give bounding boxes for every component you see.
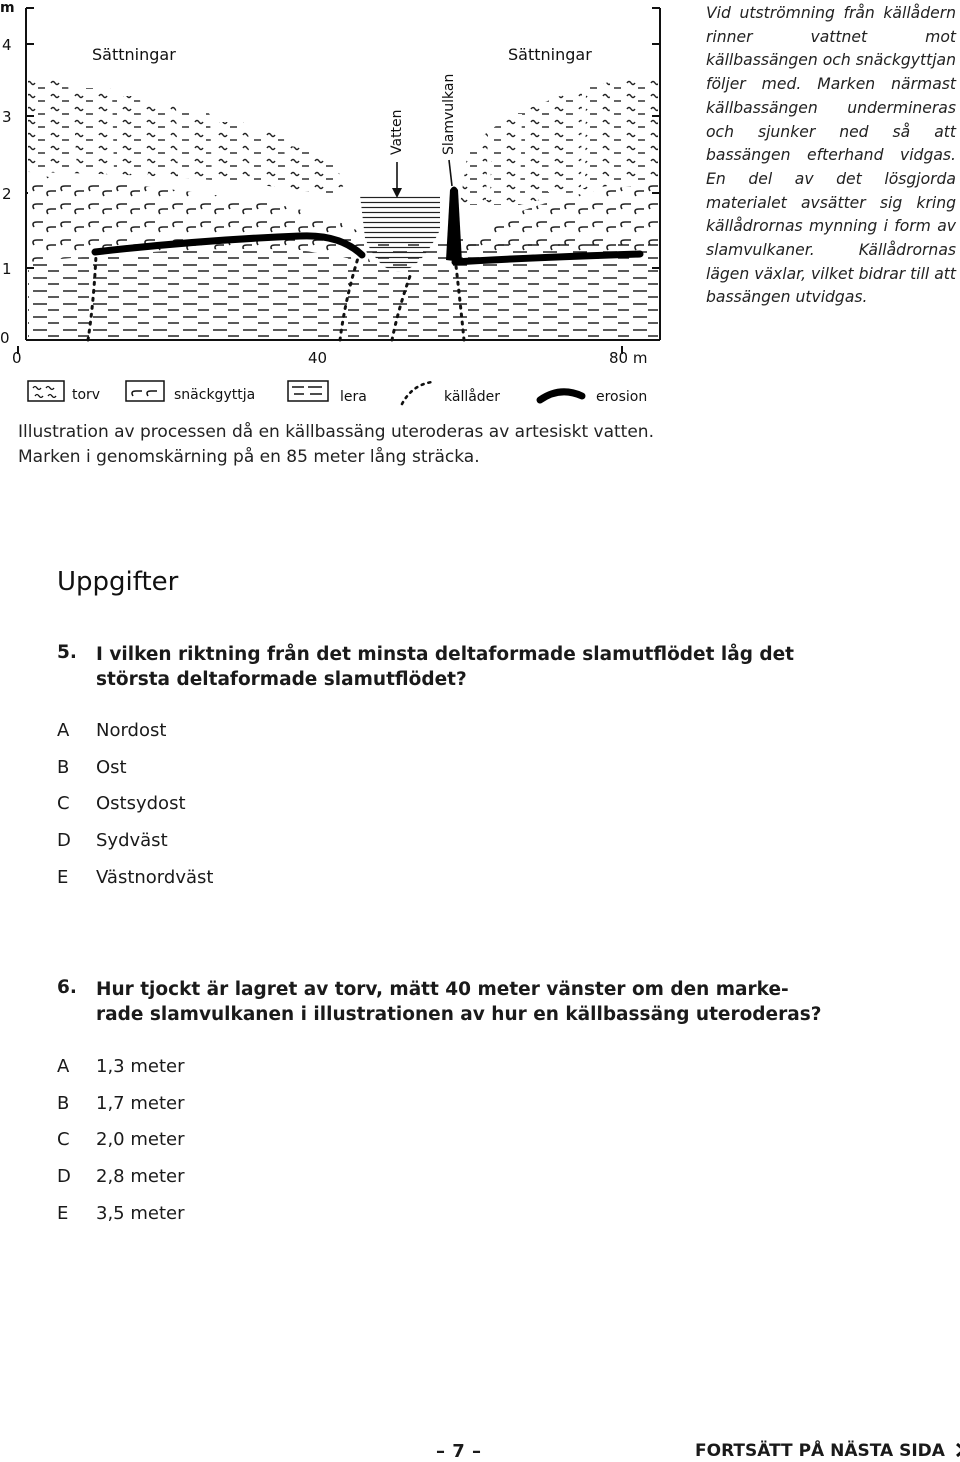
option-text: 1,7 meter xyxy=(96,1093,185,1114)
y-tick-label: 0 xyxy=(0,329,10,347)
page-number: – 7 – xyxy=(436,1441,482,1462)
cross-section-figure xyxy=(0,0,700,410)
peat-layer-left xyxy=(28,72,345,195)
option-text: Västnordväst xyxy=(96,867,214,888)
legend-label: torv xyxy=(72,387,101,403)
option-text: Ostsydost xyxy=(96,793,186,814)
mud-volcano xyxy=(446,187,462,263)
legend xyxy=(28,381,647,405)
question-text-line: I vilken riktning från det minsta deltaformade slamutflödet låg det xyxy=(96,644,795,665)
side-note-text: Vid utströmning från källådern rinner vattnet mot källbassängen och snäckgyttjan följer med. Marken närmast källbassängen undermineras och sjunker ned så att bassängen efterhand vidgas. En del av det lösgjorda materialet avsätter sig kring källådrornas mynning i form av slamvulkaner. Källådrornas lägen växlar, vilket bidrar till att bassängen utvidgas. xyxy=(706,4,956,307)
option-text: 2,8 meter xyxy=(96,1166,185,1187)
clay-symbol-icon xyxy=(288,381,328,401)
option-letter: C xyxy=(57,1129,70,1150)
y-unit-label: m xyxy=(0,0,15,16)
legend-label: erosion xyxy=(596,389,648,405)
y-tick-label: 2 xyxy=(2,185,12,203)
y-tick-label: 4 xyxy=(2,36,12,54)
option-letter: A xyxy=(57,1056,70,1077)
double-chevron-right-icon xyxy=(955,1443,960,1457)
figure-caption xyxy=(18,420,698,469)
continue-label: FORTSÄTT PÅ NÄSTA SIDA xyxy=(695,1441,945,1461)
legend-label: snäckgyttja xyxy=(174,387,256,403)
settlement-label-left: Sättningar xyxy=(92,45,176,64)
option-text: Nordost xyxy=(96,720,167,741)
mud-volcano-label: Slamvulkan xyxy=(441,73,457,155)
x-tick-label: 40 xyxy=(308,349,328,367)
option-text: Sydväst xyxy=(96,830,168,851)
water-label: Vatten xyxy=(389,109,405,155)
caption-line: Marken i genomskärning på en 85 meter lång sträcka. xyxy=(18,446,480,467)
option-text: 2,0 meter xyxy=(96,1129,185,1150)
question-text xyxy=(96,642,796,692)
peat-symbol-icon xyxy=(28,381,64,401)
option-letter: C xyxy=(57,793,70,814)
option-letter: B xyxy=(57,757,70,778)
legend-label: källåder xyxy=(444,389,501,405)
y-tick-label: 1 xyxy=(2,260,12,278)
settlement-label-right: Sättningar xyxy=(508,45,592,64)
option-letter: A xyxy=(57,720,70,741)
option-letter: B xyxy=(57,1093,70,1114)
question-text-line: största deltaformade slamutflödet? xyxy=(96,669,467,690)
option-letter: D xyxy=(57,830,71,851)
erosion-symbol-icon xyxy=(540,392,582,400)
option-letter: E xyxy=(57,867,69,888)
y-tick-label: 3 xyxy=(2,108,12,126)
shell-gyttja-symbol-icon xyxy=(126,381,164,401)
question-text xyxy=(96,977,822,1027)
x-tick-label: 0 xyxy=(12,349,22,367)
option-text: 3,5 meter xyxy=(96,1203,185,1224)
question-number: 5. xyxy=(57,642,77,663)
x-tick-label: 80 m xyxy=(609,349,648,367)
caption-line: Illustration av processen då en källbassäng uteroderas av artesiskt vatten. xyxy=(18,422,654,442)
question-text-line: Hur tjockt är lagret av torv, mätt 40 meter vänster om den marke- xyxy=(96,979,789,1000)
option-letter: D xyxy=(57,1166,71,1187)
option-letter: E xyxy=(57,1203,69,1224)
continue-next-page xyxy=(695,1441,960,1461)
question-number: 6. xyxy=(57,977,77,998)
option-text: Ost xyxy=(96,757,127,778)
legend-label: lera xyxy=(340,389,367,405)
spring-vein-symbol-icon xyxy=(402,382,432,404)
option-text: 1,3 meter xyxy=(96,1056,185,1077)
section-heading: Uppgifter xyxy=(57,567,179,597)
question-text-line: rade slamvulkanen i illustrationen av hur en källbassäng uteroderas? xyxy=(96,1004,822,1025)
